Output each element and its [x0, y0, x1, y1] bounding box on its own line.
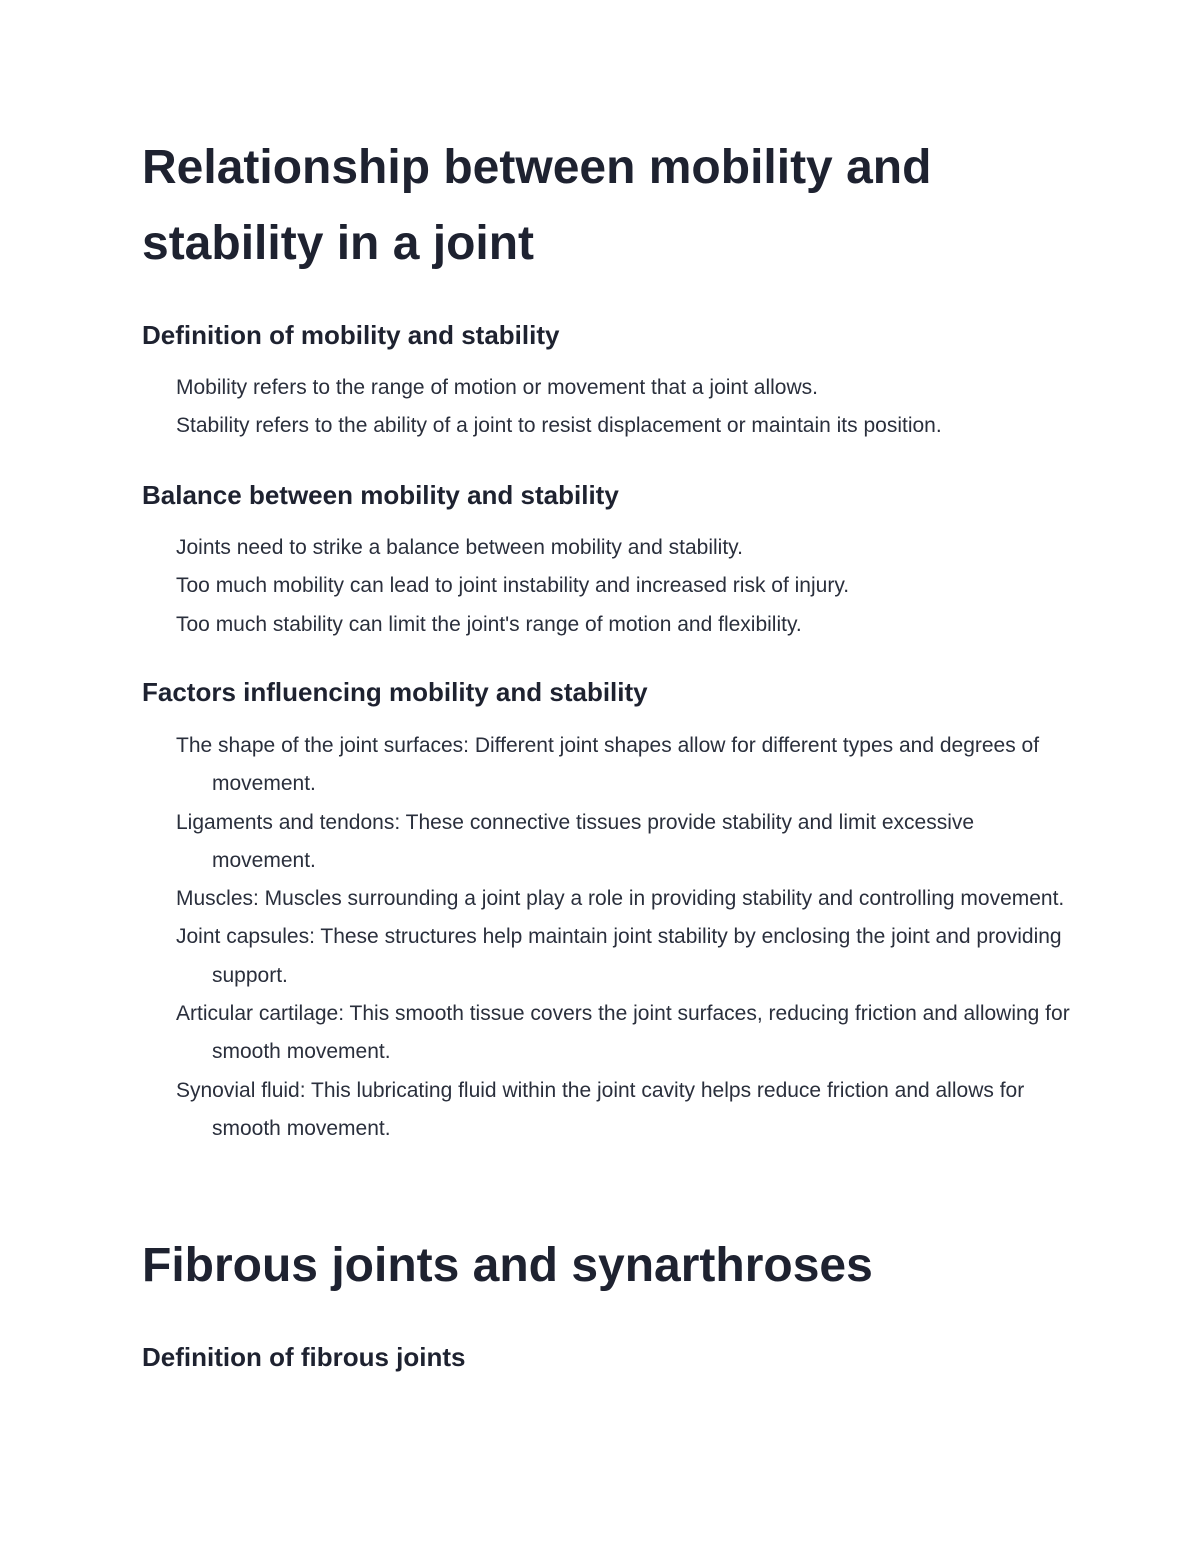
section-title-mobility-stability: Relationship between mobility and stability in a joint: [142, 141, 932, 270]
list-item: Muscles: Muscles surrounding a joint play a role in providing stability and controlling movement.: [176, 887, 1065, 911]
list-item: The shape of the joint surfaces: Different joint shapes allow for different types and degrees of movement.: [176, 734, 1040, 796]
list-item: Mobility refers to the range of motion or movement that a joint allows.: [176, 376, 818, 399]
list-item: Joints need to strike a balance between mobility and stability.: [176, 536, 743, 559]
list-item: Too much stability can limit the joint's range of motion and flexibility.: [176, 612, 802, 636]
subsection-heading-fibrous-definition: Definition of fibrous joints: [142, 1342, 466, 1372]
section-title-fibrous-joints: Fibrous joints and synarthroses: [142, 1239, 873, 1292]
list-item: Too much mobility can lead to joint instability and increased risk of injury.: [176, 574, 850, 598]
subsection-heading-definition: Definition of mobility and stability: [142, 320, 560, 350]
list-item: Ligaments and tendons: These connective tissues provide stability and limit excessive movement.: [176, 810, 975, 872]
subsection-heading-balance: Balance between mobility and stability: [142, 480, 619, 510]
factors-list: [176, 727, 1076, 1148]
list-item: Articular cartilage: This smooth tissue covers the joint surfaces, reducing friction and allowing for smooth movement.: [176, 1002, 1070, 1064]
subsection-heading-factors: Factors influencing mobility and stability: [142, 677, 648, 707]
list-item: Joint capsules: These structures help maintain joint stability by enclosing the joint and providing support.: [176, 925, 1062, 987]
list-item: Stability refers to the ability of a joint to resist displacement or maintain its position.: [176, 414, 942, 438]
definition-list: [176, 369, 1076, 446]
list-item: Synovial fluid: This lubricating fluid within the joint cavity helps reduce friction and allows for smooth movement.: [176, 1078, 1025, 1140]
balance-list: [176, 529, 1076, 644]
